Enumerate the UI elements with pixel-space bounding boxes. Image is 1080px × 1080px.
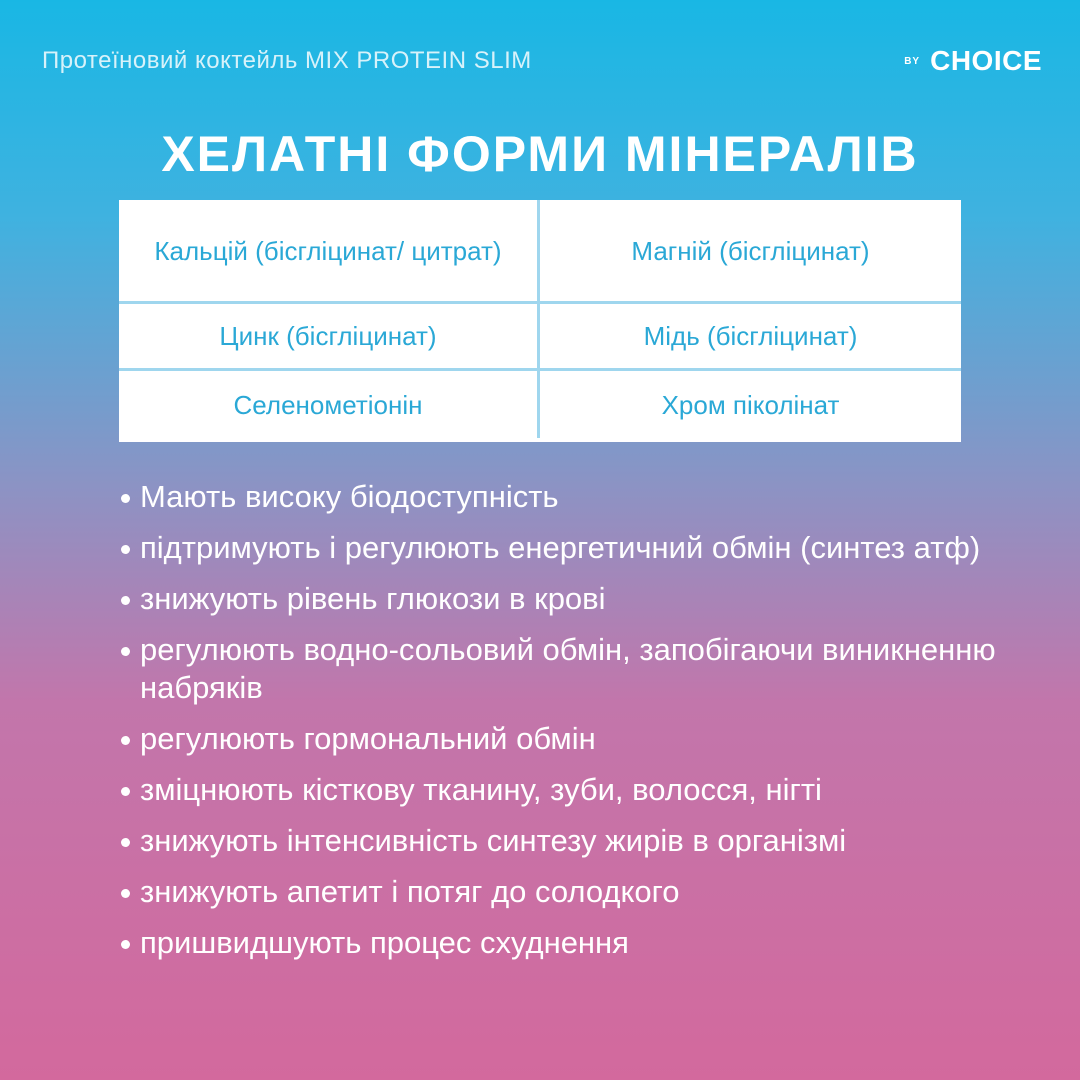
benefit-text: знижують апетит і потяг до солодкого [140,874,680,909]
benefits-list [118,478,998,975]
bullet-icon [121,647,130,656]
benefit-text: зміцнюють кісткову тканину, зуби, волосся, нігті [140,772,822,807]
brand-logo [904,45,1042,77]
benefit-item [118,478,998,516]
mineral-cell-selenium: Селенометіонін [119,371,540,438]
benefit-item [118,529,998,567]
page-title: ХЕЛАТНІ ФОРМИ МІНЕРАЛІВ [161,126,919,182]
bullet-icon [121,596,130,605]
bullet-icon [121,736,130,745]
bullet-icon [121,494,130,503]
benefit-text: регулюють водно-сольовий обмін, запобігаючи виникненню набряків [140,632,996,705]
brand-by: BY [904,55,921,67]
mineral-cell-copper: Мідь (бісгліцинат) [540,304,961,371]
benefit-text: знижують інтенсивність синтезу жирів в організмі [140,823,847,858]
bullet-icon [121,838,130,847]
bullet-icon [121,889,130,898]
benefit-item [118,924,998,962]
bullet-icon [121,787,130,796]
benefit-text: Мають високу біодоступність [140,479,559,514]
benefit-text: підтримують і регулюють енергетичний обмін (синтез атф) [140,530,981,565]
bullet-icon [121,545,130,554]
bullet-icon [121,940,130,949]
brand-name: CHOICE [930,45,1042,76]
product-label: Протеїновий коктейль MIX PROTEIN SLIM [42,47,532,74]
mineral-cell-zinc: Цинк (бісгліцинат) [119,304,540,371]
mineral-cell-chromium: Хром піколінат [661,389,840,420]
benefit-item [118,822,998,860]
benefit-item [118,580,998,618]
minerals-table [119,200,961,442]
benefit-item [118,771,998,809]
benefit-text: регулюють гормональний обмін [140,721,596,756]
mineral-cell-calcium: Кальцій (бісгліцинат/ цитрат) [119,200,540,304]
top-bar [42,46,1042,76]
benefit-item [118,720,998,758]
mineral-cell-magnesium: Магній (бісгліцинат) [540,200,961,304]
benefit-item [118,631,998,707]
benefit-text: знижують рівень глюкози в крові [140,581,606,616]
benefit-item [118,873,998,911]
benefit-text: пришвидшують процес схуднення [140,925,629,960]
